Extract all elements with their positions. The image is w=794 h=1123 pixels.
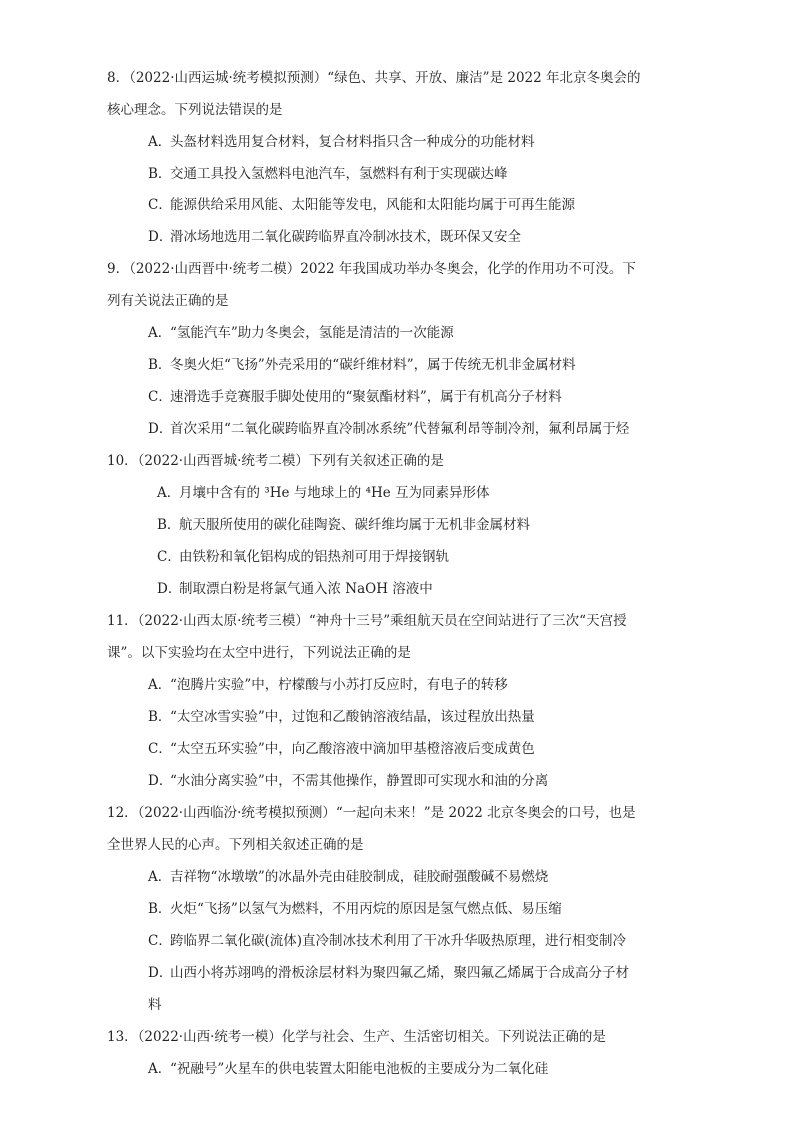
question-9-option-d	[148, 417, 629, 437]
option-letter: B．	[148, 901, 172, 917]
question-10-stem-line-1: 10．（2022·山西晋城·统考二模）下列有关叙述正确的是	[107, 453, 444, 469]
option-letter: A．	[148, 677, 172, 693]
option-letter: D．	[148, 773, 173, 789]
question-12-option-d	[148, 961, 629, 981]
option-letter: A．	[157, 485, 181, 501]
option-text: 火炬“飞扬”以氢气为燃料，不用丙烷的原因是氢气燃点低、易压缩	[170, 901, 562, 917]
option-letter: C．	[148, 933, 172, 949]
question-11-option-c	[148, 737, 535, 757]
option-letter: A．	[148, 869, 172, 885]
question-12-option-c	[148, 929, 626, 949]
question-12-stem-line-1: 12．（2022·山西临汾·统考模拟预测）“一起向未来！”是 2022 北京冬奥会的口号，也是	[107, 805, 636, 821]
option-text: 由铁粉和氧化铝构成的铝热剂可用于焊接钢轨	[179, 549, 449, 565]
question-8-stem-line-1: 8．（2022·山西运城·统考模拟预测）“绿色、共享、开放、廉洁”是 2022 年北京冬奥会的	[107, 70, 641, 86]
option-letter: B．	[148, 166, 172, 182]
option-letter: D．	[157, 581, 182, 597]
option-letter: C．	[148, 389, 172, 405]
option-text: 首次采用“二氧化碳跨临界直冷制冰系统”代替氟利昂等制冷剂，氟利昂属于烃	[170, 421, 630, 437]
question-10-option-a	[157, 481, 490, 501]
question-10-option-b	[157, 513, 530, 533]
option-text: 滑冰场地选用二氧化碳跨临界直冷制冰技术，既环保又安全	[170, 229, 521, 245]
question-12-stem-line-2: 全世界人民的心声。下列相关叙述正确的是	[107, 837, 364, 853]
option-letter: B．	[157, 517, 181, 533]
question-11-stem-line-1: 11．（2022·山西太原·统考三模）“神舟十三号”乘组航天员在空间站进行了三次“天宫授	[107, 613, 627, 629]
option-text: “太空五环实验”中，向乙酸溶液中滴加甲基橙溶液后变成黄色	[170, 741, 535, 757]
option-text: “水油分离实验”中，不需其他操作，静置即可实现水和油的分离	[170, 773, 549, 789]
question-9-option-a	[148, 321, 454, 341]
option-text: 航天服所使用的碳化硅陶瓷、碳纤维均属于无机非金属材料	[179, 517, 530, 533]
question-9-option-c	[148, 385, 562, 405]
question-8-option-a	[148, 130, 535, 150]
option-letter: C．	[148, 741, 172, 757]
question-11-option-a	[148, 673, 508, 693]
question-12-option-d-continuation: 料	[148, 997, 162, 1013]
question-13-stem-line-1: 13．（2022·山西·统考一模）化学与社会、生产、生活密切相关。下列说法正确的是	[107, 1029, 606, 1045]
option-text: 跨临界二氧化碳(流体)直冷制冰技术利用了干冰升华吸热原理，进行相变制冷	[170, 933, 627, 949]
question-11-option-b	[148, 705, 535, 725]
question-12-option-b	[148, 897, 562, 917]
option-text: 山西小将苏翊鸣的滑板涂层材料为聚四氟乙烯，聚四氟乙烯属于合成高分子材	[170, 965, 629, 981]
question-11-stem-line-2: 课”。以下实验均在太空中进行，下列说法正确的是	[107, 645, 411, 661]
question-9-stem-line-2: 列有关说法正确的是	[107, 293, 229, 309]
question-9-stem-line-1: 9．（2022·山西晋中·统考二模）2022 年我国成功举办冬奥会，化学的作用功不可没。下	[107, 261, 636, 277]
question-8-option-d	[148, 225, 521, 245]
question-12-option-a	[148, 865, 548, 885]
option-letter: D．	[148, 421, 173, 437]
option-text: 月壤中含有的 ³He 与地球上的 ⁴He 互为同素异形体	[179, 485, 490, 501]
option-text: 速滑选手竞赛服手脚处使用的“聚氨酯材料”，属于有机高分子材料	[170, 389, 562, 405]
option-text: “太空冰雪实验”中，过饱和乙酸钠溶液结晶，该过程放出热量	[170, 709, 535, 725]
question-8-stem-line-2: 核心理念。下列说法错误的是	[107, 102, 283, 118]
question-10-option-d	[157, 577, 433, 597]
option-text: “祝融号”火星车的供电装置太阳能电池板的主要成分为二氧化硅	[170, 1061, 549, 1077]
option-letter: B．	[148, 709, 172, 725]
option-letter: C．	[157, 549, 181, 565]
question-10-option-c	[157, 545, 449, 565]
question-13-option-a	[148, 1057, 548, 1077]
option-text: “氢能汽车”助力冬奥会，氢能是清洁的一次能源	[170, 325, 454, 341]
option-letter: D．	[148, 229, 173, 245]
option-text: 交通工具投入氢燃料电池汽车，氢燃料有利于实现碳达峰	[170, 166, 508, 182]
option-text: 能源供给采用风能、太阳能等发电，风能和太阳能均属于可再生能源	[170, 197, 575, 213]
option-letter: A．	[148, 134, 172, 150]
option-text: 吉祥物“冰墩墩”的冰晶外壳由硅胶制成，硅胶耐强酸碱不易燃烧	[170, 869, 549, 885]
option-text: 制取漂白粉是将氯气通入浓 NaOH 溶液中	[179, 581, 433, 597]
option-letter: C．	[148, 197, 172, 213]
question-8-option-c	[148, 193, 575, 213]
option-letter: A．	[148, 1061, 172, 1077]
question-8-option-b	[148, 162, 508, 182]
option-letter: A．	[148, 325, 172, 341]
question-9-option-b	[148, 353, 576, 373]
option-text: “泡腾片实验”中，柠檬酸与小苏打反应时，有电子的转移	[170, 677, 508, 693]
option-letter: D．	[148, 965, 173, 981]
option-text: 冬奥火炬“飞扬”外壳采用的“碳纤维材料”，属于传统无机非金属材料	[170, 357, 576, 373]
option-letter: B．	[148, 357, 172, 373]
option-text: 头盔材料选用复合材料，复合材料指只含一种成分的功能材料	[170, 134, 535, 150]
question-11-option-d	[148, 769, 548, 789]
